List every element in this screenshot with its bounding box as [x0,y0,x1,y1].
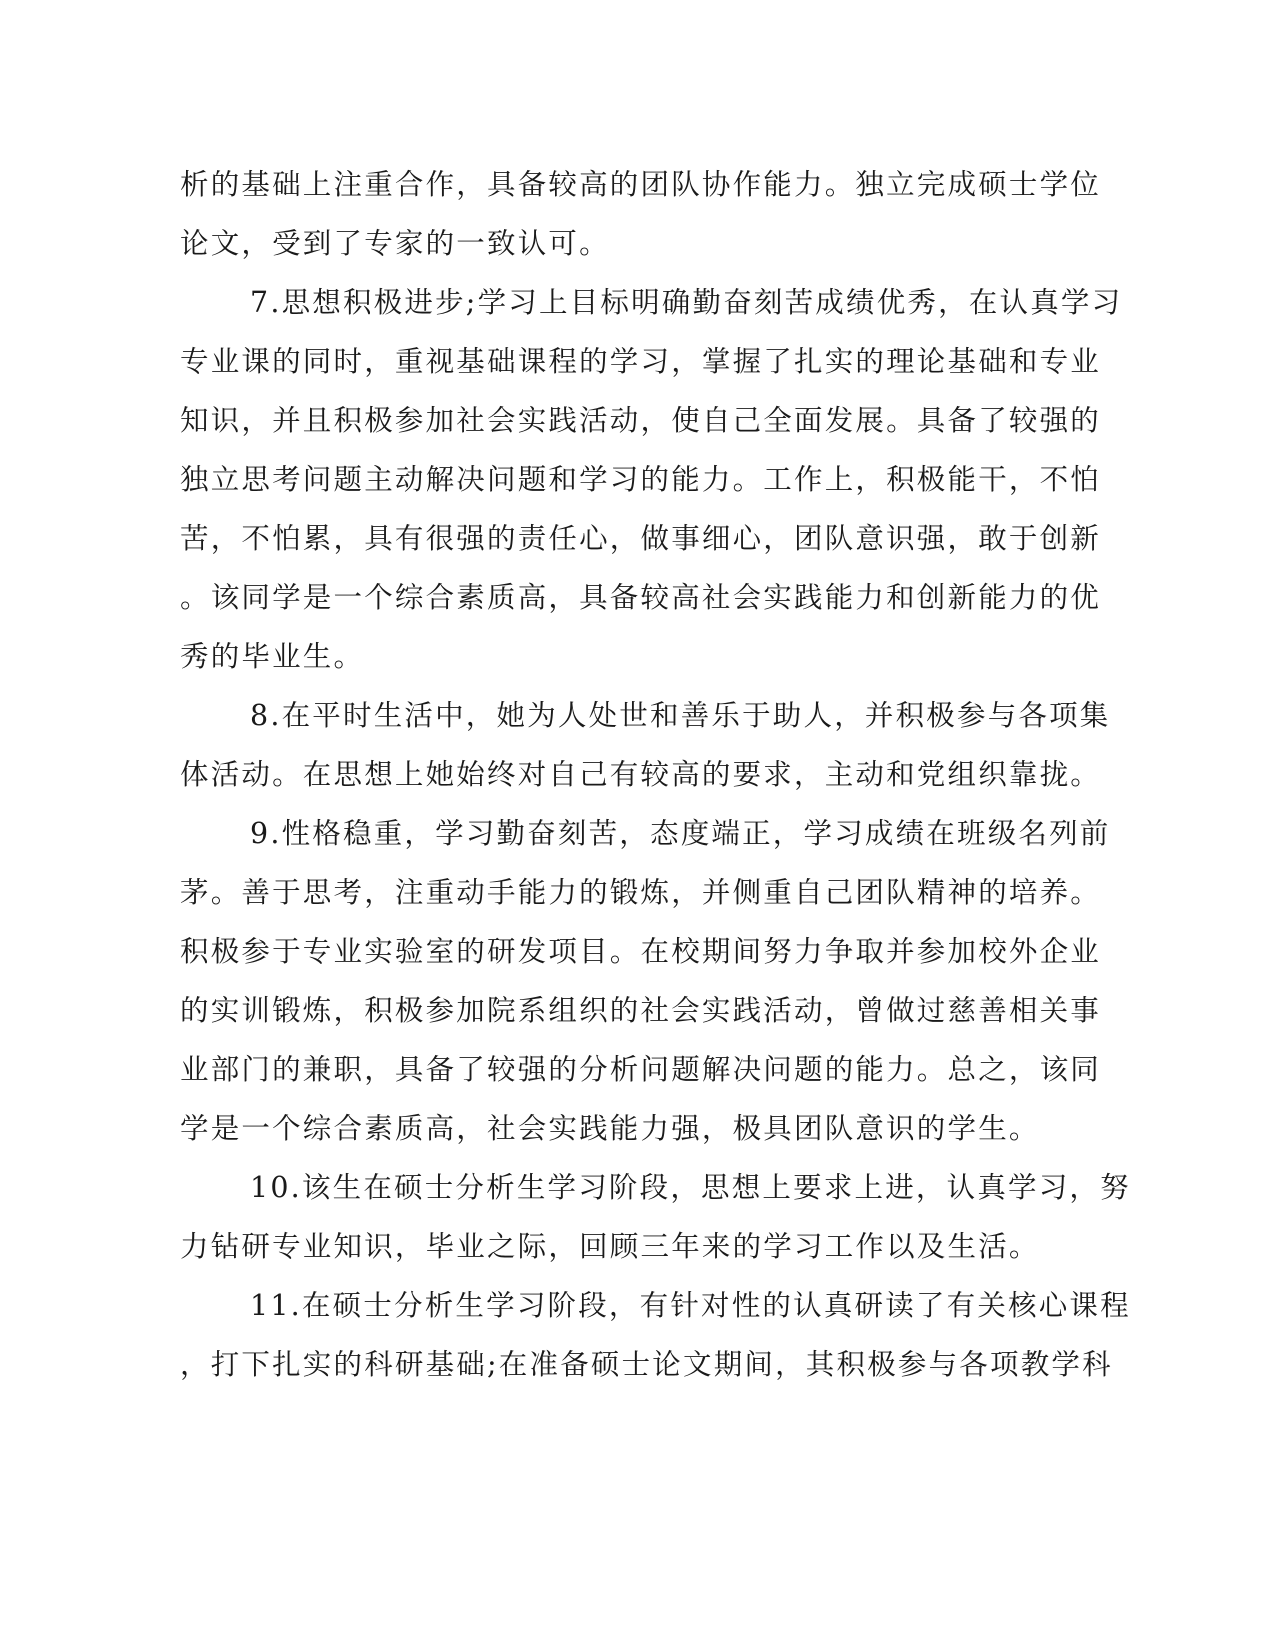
text-line: 业部门的兼职，具备了较强的分析问题解决问题的能力。总之，该同 [180,1053,1102,1086]
text-line: 。该同学是一个综合素质高，具备较高社会实践能力和创新能力的优 [180,581,1102,614]
body-text [180,155,1131,1394]
text-line: ，打下扎实的科研基础;在准备硕士论文期间，其积极参与各项教学科 [180,1348,1113,1381]
paragraph-start-7: 7.思想积极进步;学习上目标明确勤奋刻苦成绩优秀，在认真学习 [250,286,1123,319]
paragraph-start-11: 11.在硕士分析生学习阶段，有针对性的认真研读了有关核心课程 [250,1289,1131,1322]
text-line: 独立思考问题主动解决问题和学习的能力。工作上，积极能干，不怕 [180,463,1102,496]
paragraph-start-10: 10.该生在硕士分析生学习阶段，思想上要求上进，认真学习，努 [250,1171,1131,1204]
text-line: 力钻研专业知识，毕业之际，回顾三年来的学习工作以及生活。 [180,1230,1040,1263]
paragraph-start-9: 9.性格稳重，学习勤奋刻苦，态度端正，学习成绩在班级名列前 [250,817,1111,850]
text-line: 析的基础上注重合作，具备较高的团队协作能力。独立完成硕士学位 [180,168,1102,201]
paragraph-start-8: 8.在平时生活中，她为人处世和善乐于助人，并积极参与各项集 [250,699,1111,732]
text-line: 学是一个综合素质高，社会实践能力强，极具团队意识的学生。 [180,1112,1040,1145]
text-line: 知识，并且积极参加社会实践活动，使自己全面发展。具备了较强的 [180,404,1102,437]
text-line: 积极参于专业实验室的研发项目。在校期间努力争取并参加校外企业 [180,935,1102,968]
text-line: 秀的毕业生。 [180,640,365,673]
text-line: 体活动。在思想上她始终对自己有较高的要求，主动和党组织靠拢。 [180,758,1102,791]
text-line: 苦，不怕累，具有很强的责任心，做事细心，团队意识强，敢于创新 [180,522,1102,555]
text-line: 茅。善于思考，注重动手能力的锻炼，并侧重自己团队精神的培养。 [180,876,1102,909]
text-line: 的实训锻炼，积极参加院系组织的社会实践活动，曾做过慈善相关事 [180,994,1102,1027]
text-line: 论文，受到了专家的一致认可。 [180,227,610,260]
text-line: 专业课的同时，重视基础课程的学习，掌握了扎实的理论基础和专业 [180,345,1102,378]
